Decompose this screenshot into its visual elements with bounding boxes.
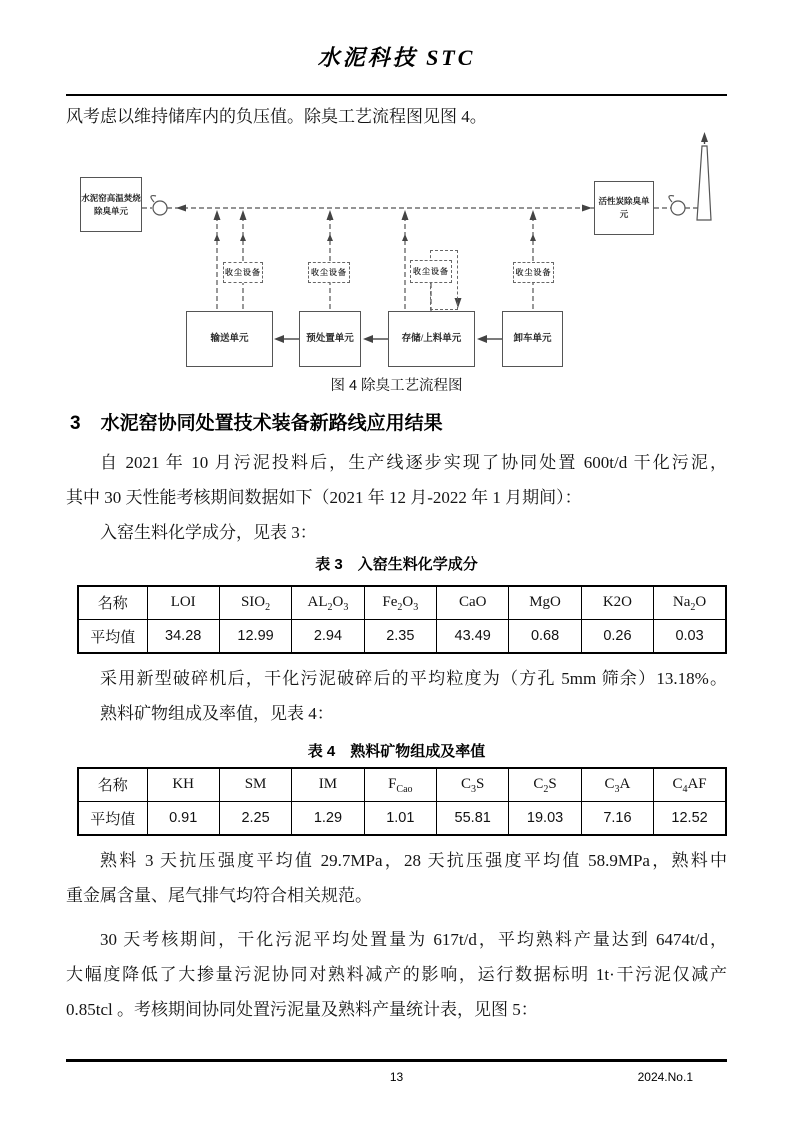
- table4-header-0: 名称: [78, 768, 147, 802]
- paragraph-5-line-2: 重金属含量、尾气排气均符合相关规范。: [66, 886, 372, 905]
- stack-chimney-icon: [697, 146, 711, 220]
- table4-clinker-mineral-composition: [77, 767, 727, 836]
- journal-title: 水泥科技 STC: [317, 45, 476, 70]
- table4-value-2: 1.29: [292, 802, 364, 836]
- table4-value-1: 2.25: [219, 802, 291, 836]
- table3-header-2: $SIO_2$: [219, 586, 291, 620]
- table3-header-3: $AL_2O_3$: [292, 586, 364, 620]
- table3-row-label: 平均值: [78, 620, 147, 654]
- paragraph-2: [66, 515, 727, 550]
- table3-header-6: MgO: [509, 586, 581, 620]
- paragraph-6-line-3: 0.85tcl 。考核期间协同处置污泥量及熟料产量统计表，见图 5：: [66, 1000, 538, 1019]
- table4-header-8: $C_4AF$: [654, 768, 726, 802]
- paragraph-1: [66, 445, 727, 515]
- table3-value-4: 43.49: [437, 620, 509, 654]
- table3-value-5: 0.68: [509, 620, 581, 654]
- flowchart-canvas: [60, 132, 740, 376]
- table4-value-7: 12.52: [654, 802, 726, 836]
- table3-header-8: $Na_2O$: [654, 586, 726, 620]
- fan-left-icon: [151, 196, 167, 215]
- footer: [66, 1070, 727, 1086]
- table4-header-row: [78, 768, 726, 802]
- table3-header-5: CaO: [437, 586, 509, 620]
- table3-header-4: $Fe_2O_3$: [364, 586, 436, 620]
- paragraph-6: [66, 922, 727, 1027]
- flow-node-pretreat-unit: 预处置单元: [299, 311, 361, 367]
- paragraph-3-line-1: 采用新型破碎机后，干化污泥破碎后的平均粒度为（方孔 5mm 筛余）13.18%。: [100, 669, 727, 688]
- page-number: 13: [389, 1070, 404, 1084]
- flow-node-convey-unit: 输送单元: [186, 311, 273, 367]
- paragraph-5: [66, 843, 727, 913]
- paragraph-4: [66, 696, 727, 731]
- paragraph-6-line-2: 大幅度降低了大掺量污泥协同对熟料减产的影响，运行数据标明 1t·干污泥仅减产: [66, 965, 727, 984]
- table4-value-6: 7.16: [581, 802, 653, 836]
- header-rule: [66, 94, 727, 96]
- table3-caption: 表 3 入窑生料化学成分: [315, 556, 478, 573]
- flow-node-dust-collector-1: 收尘设备: [223, 262, 263, 283]
- carbon-node-label: 活性炭除臭单元: [598, 196, 650, 219]
- issue-number: 2024.No.1: [637, 1070, 693, 1084]
- table4-header-1: KH: [147, 768, 219, 802]
- paragraph-6-line-1: 30 天考核期间，干化污泥平均处置量为 617t/d，平均熟料产量达到 6474t/d，: [100, 930, 727, 949]
- table3-value-2: 2.94: [292, 620, 364, 654]
- table3-value-0: 34.28: [147, 620, 219, 654]
- table4-header-6: $C_2S$: [509, 768, 581, 802]
- table4-value-5: 19.03: [509, 802, 581, 836]
- table4-value-3: 1.01: [364, 802, 436, 836]
- table4-header-4: $F_{Cao}$: [364, 768, 436, 802]
- paragraph-1-line-2: 其中 30 天性能考核期间数据如下（2021 年 12 月-2022 年 1 月期间）：: [66, 488, 582, 507]
- table4-caption: 表 4 熟料矿物组成及率值: [307, 743, 486, 760]
- paragraph-1-line-1: 自 2021 年 10 月污泥投料后，生产线逐步实现了协同处置 600t/d 干化污泥，: [100, 453, 727, 472]
- table4-header-3: IM: [292, 768, 364, 802]
- table3-header-7: K2O: [581, 586, 653, 620]
- table4-data-row: [78, 802, 726, 836]
- table4-header-7: $C_3A$: [581, 768, 653, 802]
- table4-header-2: SM: [219, 768, 291, 802]
- table3-value-7: 0.03: [654, 620, 726, 654]
- paragraph-4-line-1: 熟料矿物组成及率值，见表 4：: [100, 704, 334, 723]
- flow-node-dust-collector-4: 收尘设备: [513, 262, 554, 283]
- table3-raw-meal-composition: [77, 585, 727, 654]
- flow-node-dust-collector-3: 收尘设备: [410, 260, 452, 283]
- table4-header-5: $C_3S$: [437, 768, 509, 802]
- flow-node-storage-feed-unit: 存储/上料单元: [388, 311, 475, 367]
- table3-data-row: [78, 620, 726, 654]
- figure4-flowchart: [66, 132, 727, 376]
- table4-row-label: 平均值: [78, 802, 147, 836]
- footer-rule: [66, 1059, 727, 1062]
- section3-title: 水泥窑协同处置技术装备新路线应用结果: [100, 413, 443, 434]
- table3-value-1: 12.99: [219, 620, 291, 654]
- intro-paragraph: 风考虑以维持储库内的负压值。除臭工艺流程图见图 4。: [66, 107, 487, 126]
- fan-right-icon: [669, 196, 685, 215]
- table3-value-6: 0.26: [581, 620, 653, 654]
- paragraph-5-line-1: 熟料 3 天抗压强度平均值 29.7MPa，28 天抗压强度平均值 58.9MPa，熟料中: [100, 851, 727, 870]
- table3-header-row: [78, 586, 726, 620]
- kiln-node-label-line1: 水泥窑高温焚烧: [81, 192, 141, 203]
- flow-node-dust-collector-2: 收尘设备: [308, 262, 350, 283]
- table3-header-1: LOI: [147, 586, 219, 620]
- paragraph-3: [66, 661, 727, 696]
- table4-value-4: 55.81: [437, 802, 509, 836]
- section3-number: 3: [70, 413, 81, 434]
- kiln-node-label-line2: 除臭单元: [93, 205, 128, 216]
- flow-node-kiln-deodor-unit: [80, 177, 142, 232]
- paragraph-2-line-1: 入窑生料化学成分，见表 3：: [100, 523, 317, 542]
- flow-node-activated-carbon-unit: [594, 181, 654, 235]
- table4-value-0: 0.91: [147, 802, 219, 836]
- figure4-caption: 图 4 除臭工艺流程图: [330, 378, 463, 394]
- table3-value-3: 2.35: [364, 620, 436, 654]
- flow-node-unload-unit: 卸车单元: [502, 311, 563, 367]
- table3-header-0: 名称: [78, 586, 147, 620]
- section3-heading: [70, 410, 727, 438]
